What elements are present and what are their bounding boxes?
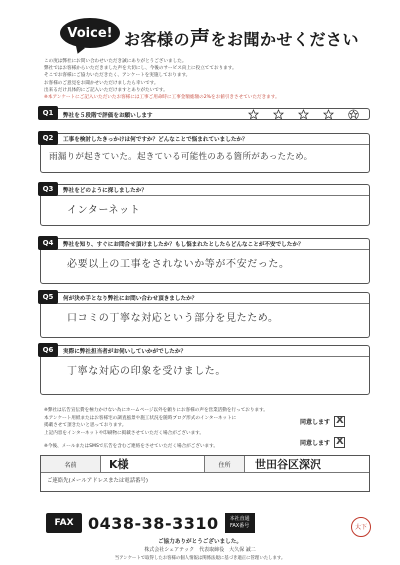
- star-icon-circled[interactable]: [348, 109, 359, 120]
- agree-label: 同意します: [300, 440, 331, 447]
- question-header: [41, 109, 369, 120]
- question-text: 工事を検討したきっかけは何ですか？どんなことで悩まれていましたか？: [63, 137, 248, 143]
- question-block-q2: [40, 133, 370, 173]
- note-line: 上記内容をインターネットや印刷物に掲載させていただく場合がございます。: [44, 430, 205, 436]
- contact-label: ご連絡先(メールアドレスまたは電話番号): [47, 478, 148, 484]
- page-title: [124, 22, 359, 51]
- question-number: Q2: [38, 131, 58, 145]
- question-header: [41, 346, 369, 357]
- info-row-contact: [41, 473, 369, 491]
- intro-line: お客様のご意見をお聞かせいただけましたら幸いです。: [44, 80, 159, 86]
- customer-info-table: [40, 455, 370, 492]
- question-text: 弊社をどのように探しましたか？: [63, 188, 147, 194]
- question-block-q3: [40, 184, 370, 226]
- address-field[interactable]: 世田谷区深沢: [255, 458, 321, 471]
- fax-icon: FAX: [46, 513, 82, 533]
- agree-label: 同意します: [300, 419, 331, 426]
- question-number: Q3: [38, 182, 58, 196]
- question-header: [41, 239, 369, 250]
- info-row-name: [41, 456, 369, 473]
- question-text: 弊社を５段階で評価をお願いします: [63, 112, 153, 119]
- question-number: Q4: [38, 236, 58, 250]
- answer-text: 雨漏りが起きていた。起きている可能性のある箇所があったため。: [49, 152, 313, 162]
- question-block-q1: [40, 108, 370, 120]
- intro-line: 出来るだけ具体的にご記入いただけますとありがたいです。: [44, 87, 168, 93]
- intro-red-note: ※本アンケートにご記入いただいたお客様には工事ご用命時に工事金額総額の2%をお値引きさせていただきます。: [44, 95, 280, 101]
- note-line: ※今後、メールまたはSMSで広告を含むご連絡をさせていただく場合がございます。: [44, 444, 218, 450]
- answer-text: 口コミの丁寧な対応という部分を見たため。: [67, 313, 279, 324]
- fax-area: [46, 513, 255, 533]
- question-number: Q6: [38, 343, 58, 357]
- fax-badge: [225, 513, 255, 533]
- answer-text: 丁寧な対応の印象を受けました。: [67, 366, 226, 377]
- voice-logo: Voice!: [60, 18, 120, 48]
- check-mark: X: [336, 415, 344, 426]
- question-header: [41, 134, 369, 145]
- name-label: 名前: [41, 456, 101, 472]
- fax-badge-line: FAX番号: [229, 523, 250, 529]
- rating-stars: [248, 109, 359, 120]
- question-block-q6: [40, 345, 370, 395]
- agree-checkbox-1[interactable]: [334, 416, 345, 427]
- intro-line: そこでお客様にご協力いただきたく、アンケートを実施しております。: [44, 73, 191, 79]
- star-icon[interactable]: [273, 109, 284, 120]
- intro-line: 弊社ではお客様からいただきました声を大切にし、今後のサービス向上に役立てております。: [44, 66, 237, 72]
- note-line: 掲載させて頂きたいと思っております。: [44, 423, 127, 429]
- agree-row-1: [300, 416, 345, 427]
- intro-text: [44, 58, 370, 101]
- star-icon[interactable]: [298, 109, 309, 120]
- privacy-text: 当アンケートで取得したお客様の個人情報は関係法規に基づき適正に管理いたします。: [114, 556, 286, 561]
- agree-checkbox-2[interactable]: [334, 437, 345, 448]
- note-line: 本アンケート用紙またはお客様宅の調査風景や施工状況を随時ブログ形式のインターネットに: [44, 415, 237, 421]
- question-block-q5: [40, 292, 370, 338]
- hanko-stamp: 大下: [351, 517, 371, 537]
- intro-line: この度は弊社にお問い合わせいただき誠にありがとうございました。: [44, 59, 187, 64]
- question-text: 何が決め手となり弊社にお問い合わせ頂きましたか？: [63, 296, 198, 302]
- agree-row-2: [300, 437, 345, 448]
- answer-text: 必要以上の工事をされないか等が不安だった。: [67, 259, 290, 270]
- question-text: 実際に弊社担当者がお伺いしていかがでしたか？: [63, 349, 187, 355]
- note-line: ※弊社は広告宣伝費を極力かけない為にホームページ以外を頼りにお客様の声を営業活動を行っております。: [44, 408, 268, 413]
- consent-notes: [44, 407, 294, 451]
- question-header: [41, 293, 369, 304]
- answer-text: インターネット: [67, 205, 141, 216]
- question-text: 弊社を知り、すぐにお問合せ頂けましたか？もし悩まれたとしたらどんなことが不安でしたか？: [63, 242, 304, 248]
- question-number: Q1: [38, 106, 58, 120]
- title-big: 声: [190, 26, 211, 50]
- star-icon[interactable]: [323, 109, 334, 120]
- title-post: をお聞かせください: [210, 30, 360, 49]
- thanks-text: ご協力ありがとうございました。: [158, 539, 242, 545]
- address-label: 住所: [205, 456, 245, 472]
- question-block-q4: [40, 238, 370, 284]
- star-icon[interactable]: [248, 109, 259, 120]
- fax-number: 0438-38-3310: [88, 513, 219, 533]
- question-number: Q5: [38, 290, 58, 304]
- title-pre: お客様の: [124, 30, 191, 49]
- company-text: 株式会社シェアテック 代表取締役 大久保 誠二: [144, 547, 256, 553]
- fax-badge-line: 本社直通: [229, 516, 250, 522]
- name-field[interactable]: K様: [101, 456, 205, 472]
- question-header: [41, 185, 369, 196]
- check-mark: X: [336, 436, 344, 447]
